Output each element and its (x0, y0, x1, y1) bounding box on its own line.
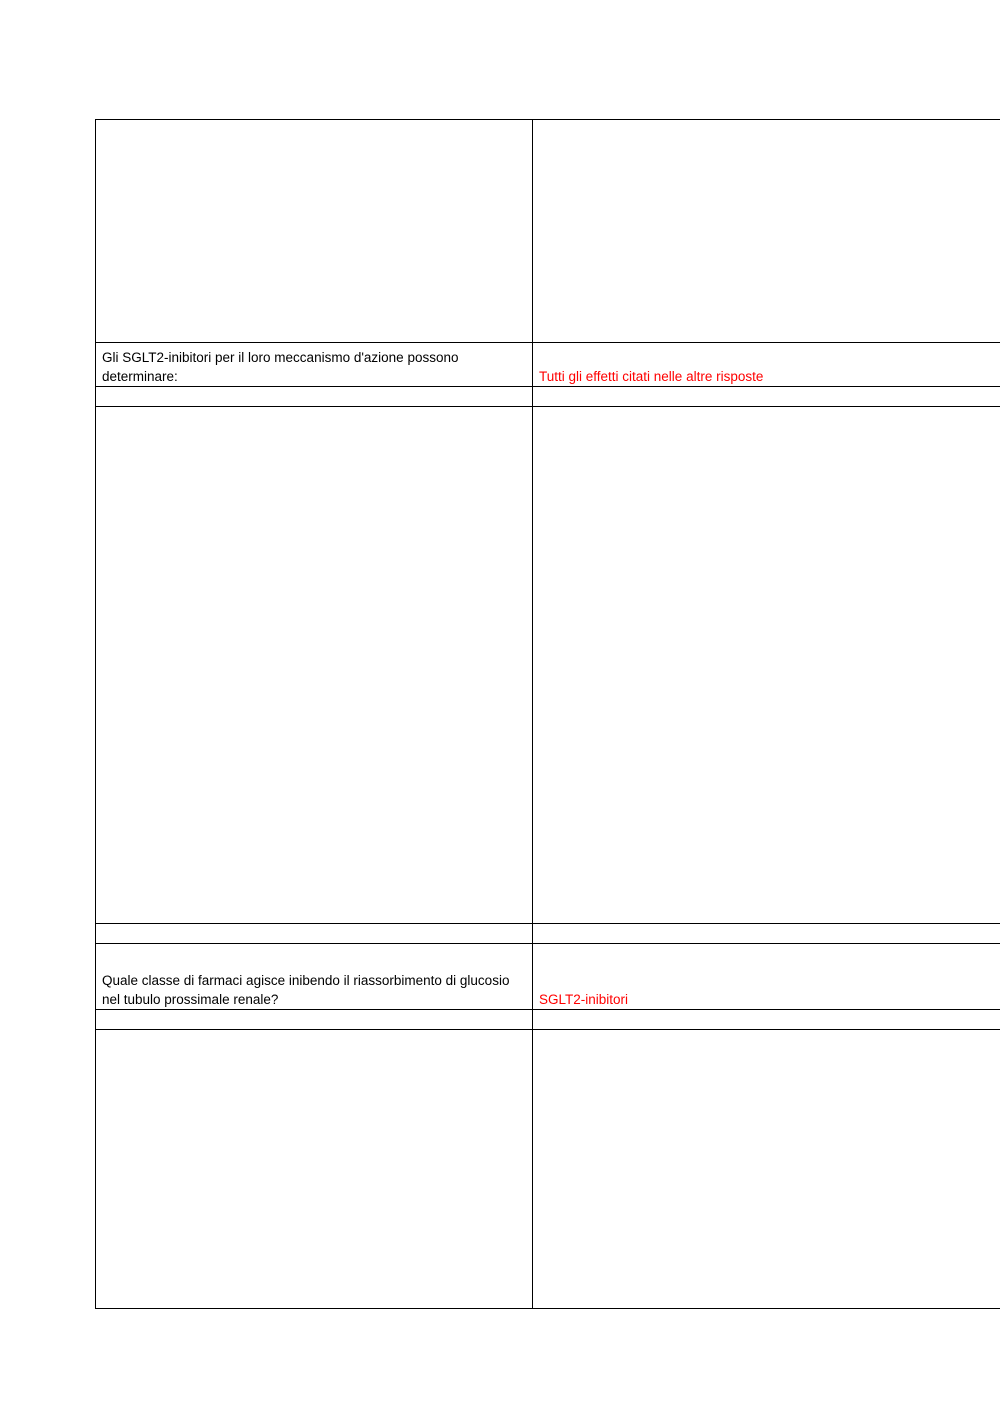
question-cell (96, 120, 533, 343)
table-row (96, 1010, 1000, 1030)
question-cell (96, 387, 533, 407)
question-text: Quale classe di farmaci agisce inibendo il riassorbimento di glucosio nel tubulo prossimale renale? (102, 973, 510, 1007)
answer-text: SGLT2-inibitori (539, 992, 629, 1007)
answer-text: Tutti gli effetti citati nelle altre risposte (539, 369, 764, 384)
table-row (96, 387, 1000, 407)
answer-cell (533, 387, 1000, 407)
answer-cell (533, 1030, 1000, 1309)
quiz-table (95, 119, 1000, 1309)
question-cell (96, 407, 533, 924)
answer-cell (533, 944, 1000, 1010)
quiz-sheet (95, 119, 1000, 1308)
table-row (96, 1030, 1000, 1309)
answer-cell (533, 1010, 1000, 1030)
question-cell (96, 944, 533, 1010)
question-cell (96, 1030, 533, 1309)
question-cell (96, 1010, 533, 1030)
question-text: Gli SGLT2-inibitori per il loro meccanismo d'azione possono determinare: (102, 350, 459, 384)
table-row (96, 407, 1000, 924)
question-cell (96, 924, 533, 944)
answer-cell (533, 120, 1000, 343)
table-row (96, 924, 1000, 944)
answer-cell (533, 924, 1000, 944)
answer-cell (533, 407, 1000, 924)
table-row (96, 944, 1000, 1010)
question-cell (96, 343, 533, 387)
table-row (96, 120, 1000, 343)
answer-cell (533, 343, 1000, 387)
table-row (96, 343, 1000, 387)
